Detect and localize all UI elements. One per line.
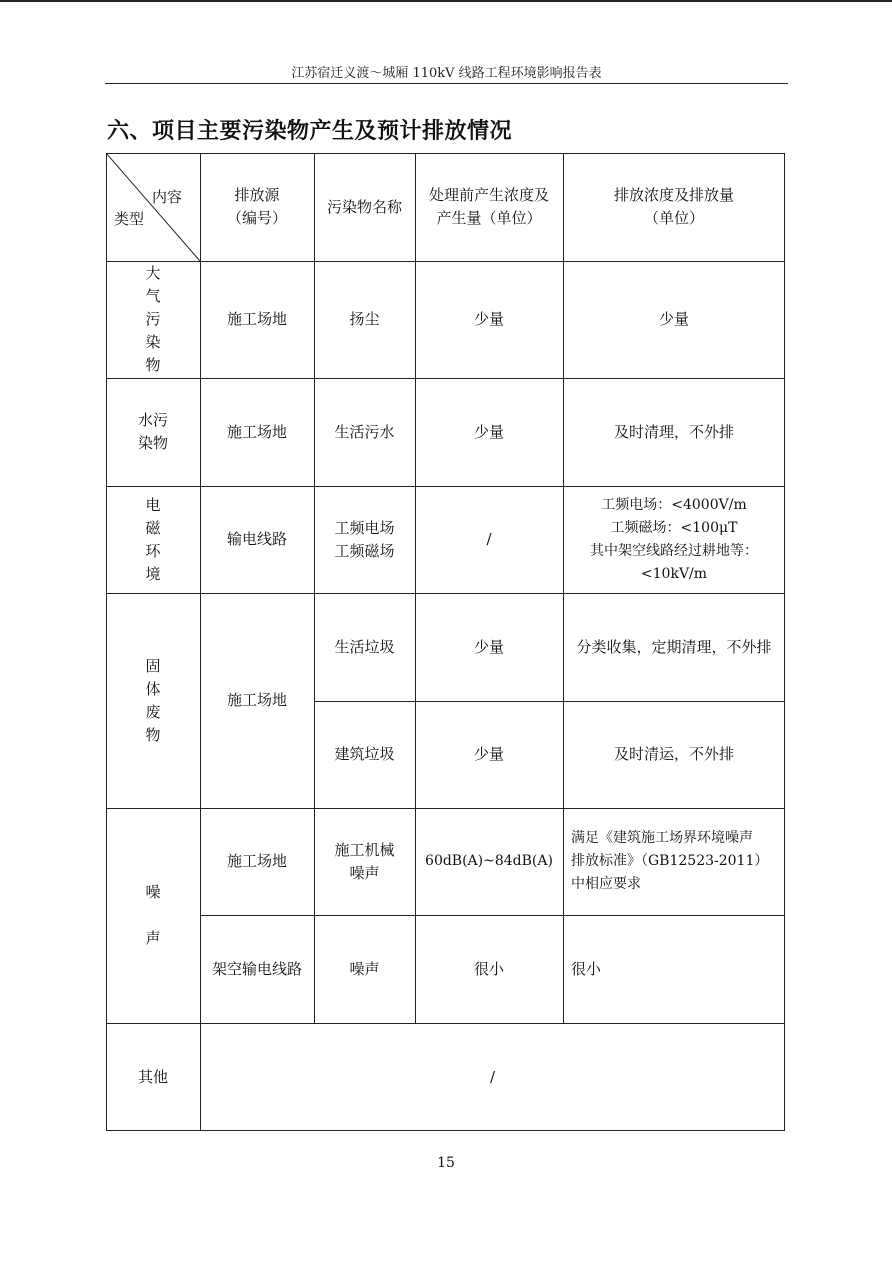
water-source: 施工场地 <box>226 422 287 441</box>
noise-row1-name: 施工机械 噪声 <box>334 840 395 882</box>
type-noise: 噪 声 <box>145 883 161 947</box>
corner-diagonal <box>106 153 200 261</box>
header-rule <box>105 83 788 84</box>
noise-row2-name: 噪声 <box>349 959 380 978</box>
solid-row2-after: 及时清运，不外排 <box>613 745 734 763</box>
header-pollutant-name: 污染物名称 <box>326 197 402 216</box>
section-title: 六、项目主要污染物产生及预计排放情况 <box>107 119 513 144</box>
noise-row1-before: 60dB(A)~84dB(A) <box>425 853 553 869</box>
top-border-line <box>0 0 892 2</box>
type-electromagnetic: 电 磁 环 境 <box>145 495 161 583</box>
solid-row2-name: 建筑垃圾 <box>334 745 395 763</box>
noise-row2-source: 架空输电线路 <box>211 959 302 978</box>
water-before: 少量 <box>473 422 504 441</box>
page-number: 15 <box>437 1155 455 1171</box>
type-air: 大 气 污 染 物 <box>145 264 161 374</box>
noise-row1-source: 施工场地 <box>226 852 287 870</box>
em-source: 输电线路 <box>226 530 287 548</box>
type-water: 水污 染物 <box>137 411 168 452</box>
air-after: 少量 <box>658 310 689 328</box>
air-name: 扬尘 <box>349 310 380 328</box>
solid-row2-before: 少量 <box>473 745 504 763</box>
noise-row2-before: 很小 <box>473 959 504 978</box>
corner-type-label: 类型 <box>114 210 145 228</box>
solid-row1-after: 分类收集，定期清理，不外排 <box>576 637 772 656</box>
water-name: 生活污水 <box>334 422 395 441</box>
noise-row1-after: 满足《建筑施工场界环境噪声 排放标准》（GB12523-2011） 中相应要求 <box>571 830 769 892</box>
solid-row1-name: 生活垃圾 <box>334 637 395 656</box>
header-source: 排放源 （编号） <box>226 186 287 227</box>
header-emission: 排放浓度及排放量 （单位） <box>613 186 734 227</box>
em-after: 工频电场：<4000V/m 工频磁场：<100μT 其中架空线路经过耕地等： <10kV/m <box>590 496 758 582</box>
solid-source: 施工场地 <box>226 691 287 709</box>
water-after: 及时清理，不外排 <box>613 422 734 441</box>
air-before: 少量 <box>473 310 504 328</box>
other-value: / <box>489 1067 496 1086</box>
em-before: / <box>486 530 492 548</box>
page-header: 江苏宿迁义渡～城厢 110kV 线路工程环境影响报告表 <box>291 66 602 81</box>
type-solid-waste: 固 体 废 物 <box>145 656 161 744</box>
corner-content-label: 内容 <box>152 188 183 206</box>
type-other: 其他 <box>137 1067 168 1086</box>
air-source: 施工场地 <box>226 310 287 328</box>
em-name: 工频电场 工频磁场 <box>334 518 395 560</box>
solid-row1-before: 少量 <box>473 637 504 656</box>
header-before-treatment: 处理前产生浓度及 产生量（单位） <box>428 186 549 227</box>
noise-row2-after: 很小 <box>571 959 602 978</box>
